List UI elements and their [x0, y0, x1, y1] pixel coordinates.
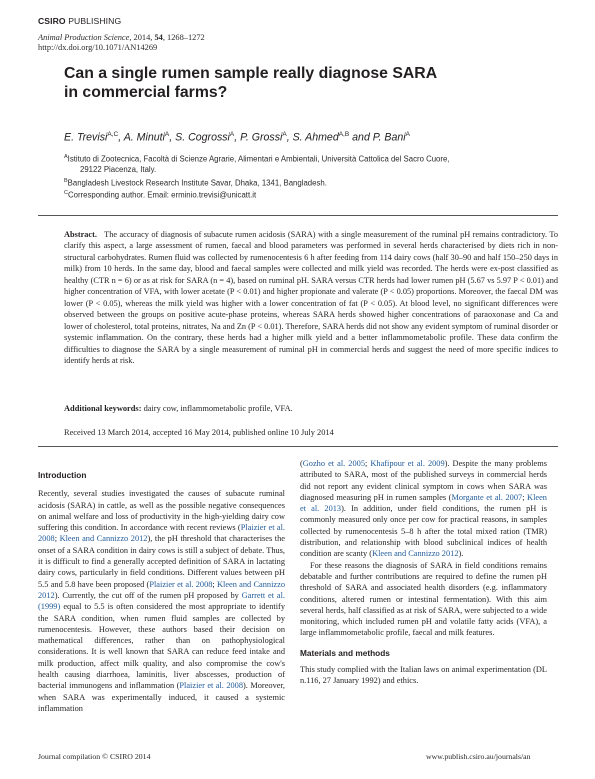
affil-a-line-1: Istituto di Zootecnica, Facoltà di Scienze Agrarie, Alimentari e Ambientali, Università Cattolica del Sacro Cuore,	[67, 154, 450, 164]
citation-link[interactable]: Plaizier et al. 2008	[179, 681, 244, 691]
text-run: ). Currently, the cut off of the rumen pH proposed by	[54, 590, 242, 600]
author-affil-sup: A,B	[338, 131, 350, 138]
footer-url[interactable]: www.publish.csiro.au/journals/an	[426, 752, 531, 761]
section-gap	[300, 639, 547, 648]
journal-pages: , 1268–1272	[162, 33, 205, 42]
divider-bottom	[38, 446, 558, 447]
publisher-label	[38, 16, 121, 26]
author-affil-sup: A	[229, 131, 235, 138]
journal-citation	[38, 33, 205, 42]
citation-link[interactable]: Kleen and Cannizzo 2012	[59, 534, 148, 544]
section-heading-methods: Materials and methods	[300, 647, 390, 658]
text-run: ). In addition, under field conditions, the rumen pH is commonly measured only once per cow for practical reasons, in samples collected by rumenocentesis 5–8 h after the total mixed ration (TMR) distribution, and relationship with blood subclinical indices of health condition are scanty (	[300, 504, 547, 559]
affiliation-c	[64, 188, 564, 201]
affil-c-text: Corresponding author. Email: erminio.trevisi@unicatt.it	[67, 190, 257, 200]
author-name: S. Ahmed	[292, 131, 339, 144]
author-name: E. Trevisi	[64, 131, 108, 144]
abstract-text: The accuracy of diagnosis of subacute rumen acidosis (SARA) with a single measurement of the ruminal pH remains contradictory. To clarify this aspect, a large assessment of rumen, faecal and blood parameters was performed in several herds characterised by diets rich in non-structural carbohydrates. Rumen fluid was collected by rumenocentesis 6 h after feeding from 114 dairy cows (half 30–90 and half 150–250 days in milk) from 10 herds. In the same day, blood and faecal samples were collected and milk yield was recorded. The herds were ex-post classified as healthy (CTR n = 6) or as at risk for SARA (n = 4), based on ruminal pH. SARA versus CTR herds had lower rumen pH (5.67 vs 5.97 P < 0.01) and higher concentration of VFA, with lower acetate (P < 0.01) and higher propionate and valerate (P < 0.05) proportions. Moreover, the faecal DM was lower (P < 0.05), whereas the milk yield was higher with a lower concentration of fat (P < 0.05). At blood level, no significant differences were observed between the groups on positive acute-phase proteins, whereas SARA herds showed higher concentrations of paraoxonase and Ca and lower of cholesterol, total proteins, nitrates, Na and Zn (P < 0.01). Therefore, SARA herds did not show any evident symptom of ruminal disorder or systemic inflammation. On the contrary, these herds had a higher milk yield and a better inflammometabolic profile. These data confirm the difficulties to diagnose the SARA by a single measurement of ruminal pH in commercial herds and suggest the need of more specific indices to identify herds at risk.	[64, 230, 558, 365]
doi-link[interactable]: http://dx.doi.org/10.1071/AN14269	[38, 43, 158, 52]
title-line-2: in commercial farms?	[64, 84, 228, 101]
author-affil-sup: A	[282, 131, 287, 138]
text-run: ;	[365, 459, 371, 468]
title-line-1: Can a single rumen sample really diagnose SARA	[64, 65, 438, 82]
text-run: ;	[522, 492, 528, 502]
text-run: Recently, several studies investigated the causes of subacute ruminal acidosis (SARA) in cattle, as well as the possible negative consequences on animal welfare and loss of productivity in the high-yielding dairy cow suffering this condition. In accordance with recent reviews (	[38, 489, 285, 533]
methods-paragraph: This study complied with the Italian laws on animal experimentation (DL n.116, 27 January 1992) and ethics.	[300, 665, 547, 686]
intro-paragraph	[38, 488, 285, 714]
author-affil-sup: A	[405, 131, 410, 138]
footer-copyright: Journal compilation © CSIRO 2014	[38, 752, 151, 761]
publisher-bold: CSIRO	[38, 16, 66, 26]
text-run: ). Despite the many problems attributed to SARA, most of the published surveys in commercial herds did not report any evident clinical symptom in cows when SARA was diagnosed measuring pH in rumen samples (	[300, 459, 547, 502]
keywords-label: Additional keywords:	[64, 404, 142, 413]
citation-link[interactable]: Gozho et al. 2005	[302, 459, 365, 468]
citation-link[interactable]: Plaizier et al. 2008	[38, 523, 286, 544]
author-name: A. Minuti	[123, 131, 165, 144]
abstract-block	[64, 229, 558, 366]
text-run: ), the pH threshold that characterises the onset of a SARA condition in dairy cows is still a subject of debate. Thus, it is difficult to find a generally accepted definition of SARA in lactating dairy cows, particularly in field conditions. Different values between pH 5.5 and 5.8 have been proposed (	[38, 534, 285, 589]
text-run: ;	[54, 534, 60, 544]
citation-link[interactable]: Khafipour et al. 2009	[370, 459, 445, 468]
article-title	[64, 64, 504, 102]
affil-a-line-2: 29122 Piacenza, Italy.	[80, 165, 157, 174]
keywords-line	[64, 404, 558, 413]
affil-sup: A	[64, 154, 68, 160]
intro-paragraph-cont	[300, 458, 547, 560]
text-run: ;	[212, 579, 217, 589]
author-list: E. Trevisi$^{A,C}$, A. Minuti$^A$, S. Cogrossi$^A$, P. Grossi$^A$, S. Ahmed$^{A,B}$ and P. Bani$^A$	[64, 131, 410, 144]
citation-link[interactable]: Garrett et al. (1999)	[38, 590, 285, 612]
affiliation-a-cont	[80, 164, 580, 175]
left-column	[38, 470, 285, 714]
text-run: ).	[458, 549, 464, 559]
affil-sup: C	[64, 190, 68, 196]
text-run: (	[300, 459, 303, 468]
citation-link[interactable]: Kleen et al. 2013	[300, 492, 547, 514]
citation-link[interactable]: Kleen and Cannizzo 2012	[38, 579, 285, 600]
citation-link[interactable]: Plaizier et al. 2008	[149, 579, 213, 589]
received-line: Received 13 March 2014, accepted 16 May 2014, published online 10 July 2014	[64, 428, 334, 437]
citation-link[interactable]: Kleen and Cannizzo 2012	[372, 549, 459, 559]
divider-top	[38, 215, 558, 216]
abstract-label: Abstract.	[64, 230, 97, 239]
author-name: S. Cogrossi	[175, 131, 230, 144]
keywords-text: dairy cow, inflammometabolic profile, VFA.	[141, 404, 293, 413]
author-affil-sup: A	[164, 131, 170, 138]
text-run: ). Moreover, when SARA was experimentally induced, it caused a systemic inflammation	[38, 681, 285, 713]
publisher-rest: PUBLISHING	[65, 16, 122, 26]
authors-and: and	[352, 131, 370, 144]
right-column	[300, 458, 547, 687]
journal-volume: 54	[154, 33, 163, 42]
author-affil-sup: A,C	[107, 131, 119, 138]
affil-b-text: Bangladesh Livestock Research Institute Savar, Dhaka, 1341, Bangladesh.	[67, 178, 327, 188]
section-heading-introduction: Introduction	[38, 470, 87, 480]
author-name: P. Grossi	[240, 131, 283, 144]
citation-link[interactable]: Morgante et al. 2007	[451, 492, 523, 502]
affil-sup: B	[64, 178, 68, 184]
author-name: P. Bani	[372, 131, 406, 144]
intro-paragraph-2: For these reasons the diagnosis of SARA in field conditions remains debatable and further contributions are required to define the rumen pH threshold of SARA and associated health disorders (e.g. inflammatory conditions, altered rumen or intestinal fermentation). With this aim several herds, half classified as at risk of SARA, were subjected to a wide monitoring, which included rumen pH and volatile fatty acids (VFA), a large inflammometabolic profile, faecal and milk features.	[300, 560, 547, 638]
journal-year: , 2014,	[129, 33, 155, 42]
text-run: equal to 5.5 is often considered the most appropriate to identify the SARA condition, when rumen fluid samples are collected by rumenocentesis. However, these authors based their decision on mathematical differences, rather than on pathophysiological considerations. It is well known that SARA can reduce feed intake and milk production, affect milk quality, and also compromise the cow's health causing diarrhoea, laminitis, liver abscesses, production of bacterial immunogens and inflammation (	[38, 602, 285, 691]
journal-name: Animal Production Science	[38, 33, 130, 42]
